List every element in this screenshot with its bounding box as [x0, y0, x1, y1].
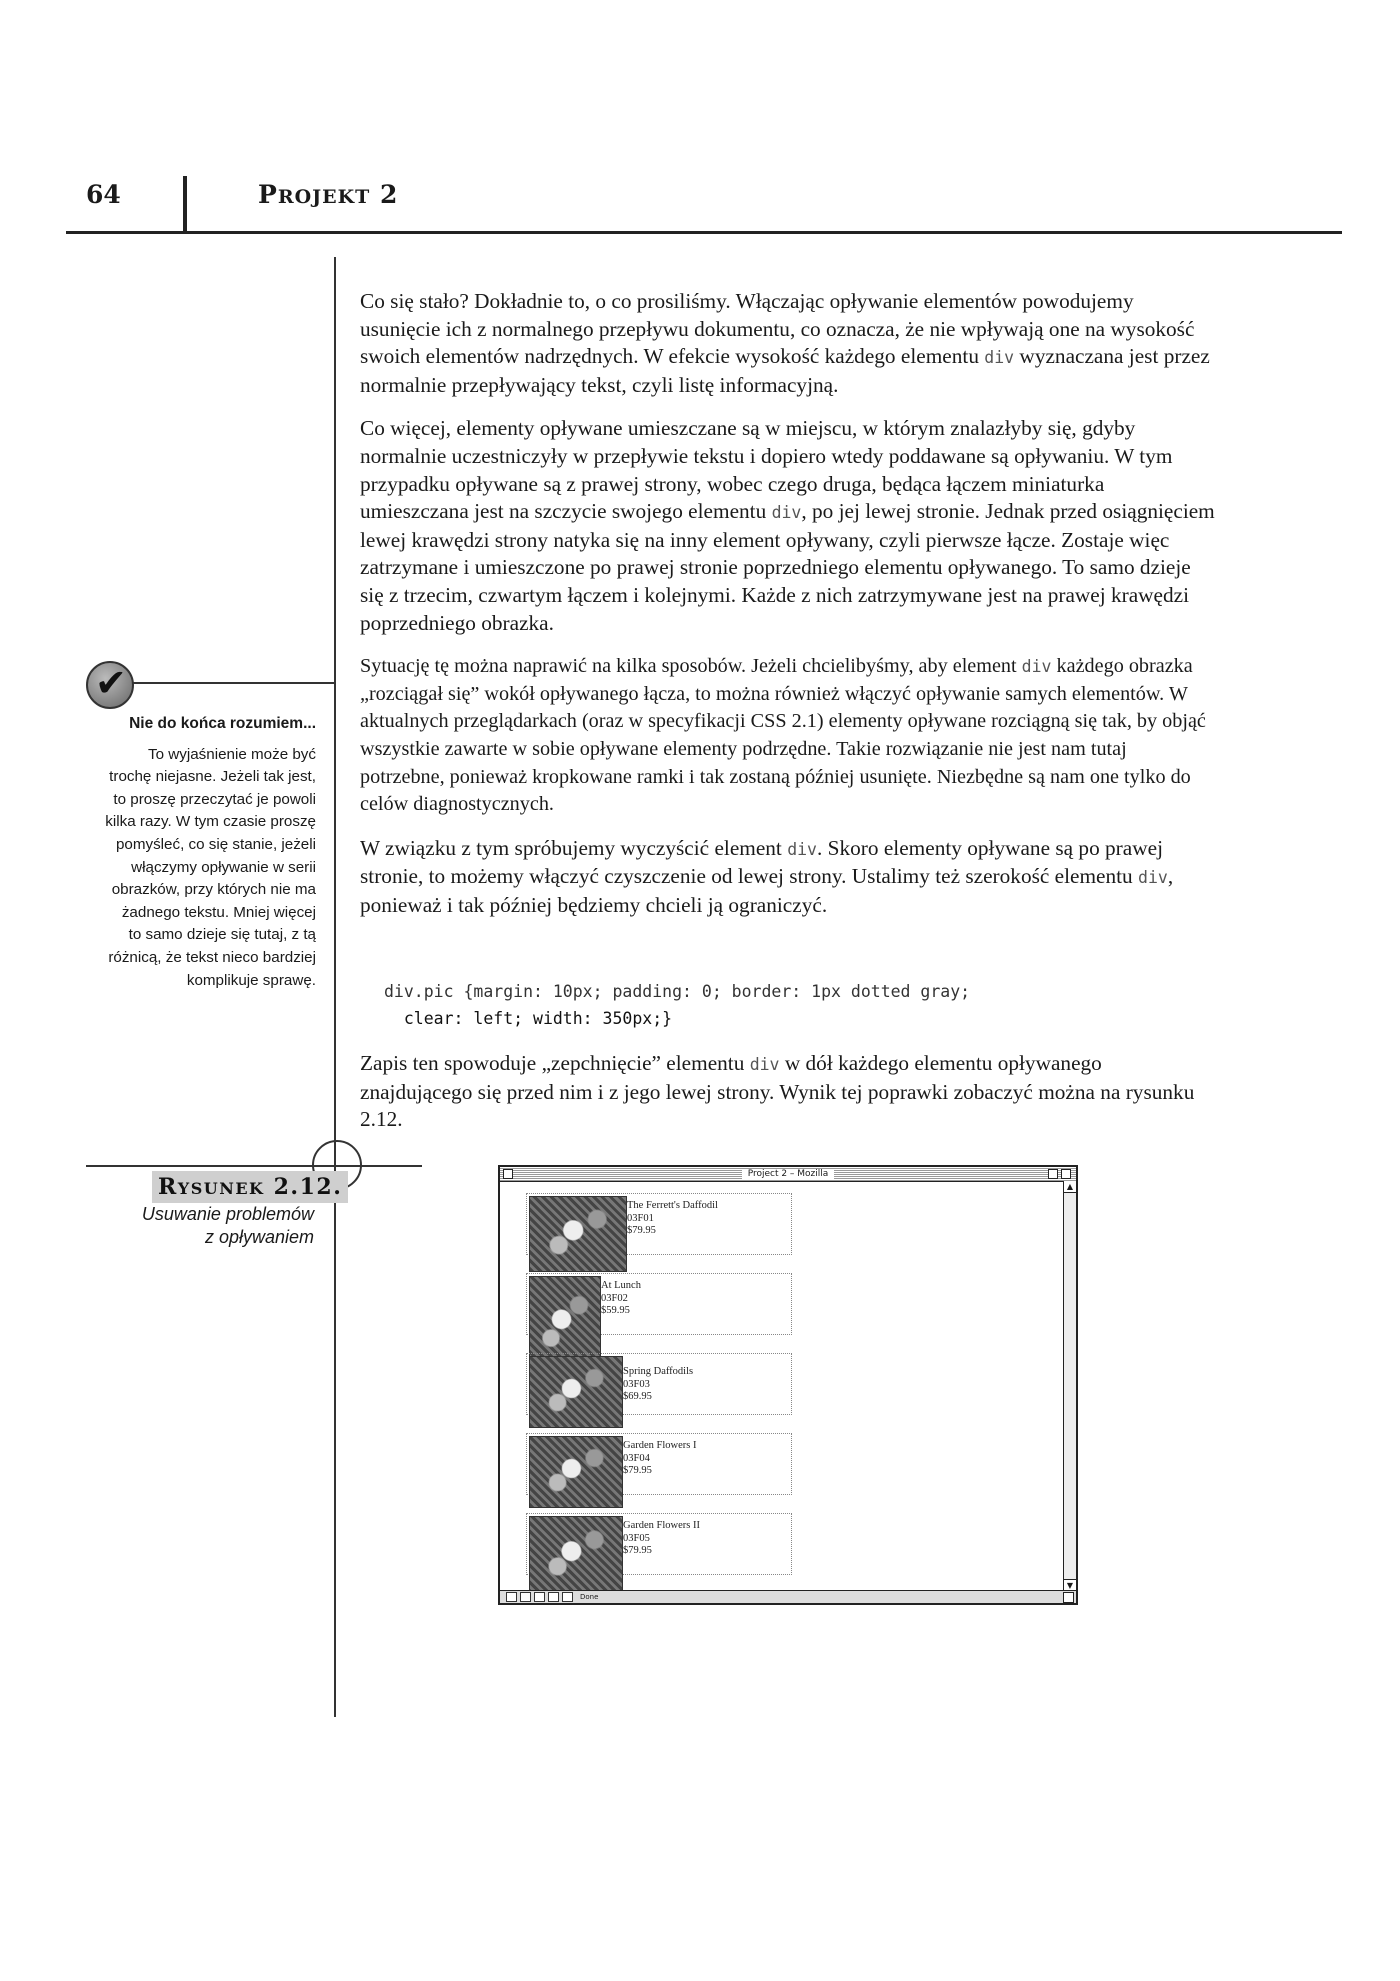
product-title: Garden Flowers I	[623, 1440, 697, 1451]
navigator-icon[interactable]	[506, 1592, 517, 1602]
note-line: to proszę przeczytać je powoli	[113, 790, 316, 808]
product-price: $79.95	[627, 1225, 656, 1236]
sidebar-note	[80, 713, 316, 992]
inline-code: div	[787, 839, 817, 859]
product-info	[623, 1440, 696, 1478]
text-run: Sytuację tę można naprawić na kilka sposobów. Jeżeli chcielibyśmy, aby element	[360, 655, 1022, 678]
inline-code: div	[1138, 868, 1168, 888]
product-price: $79.95	[623, 1465, 652, 1476]
status-text: Done	[580, 1593, 599, 1601]
product-code: 03F03	[623, 1378, 650, 1390]
column-divider	[334, 257, 336, 1717]
lock-icon	[562, 1592, 573, 1602]
product-price: $69.95	[623, 1391, 652, 1402]
caption-line: Usuwanie problemów	[141, 1204, 314, 1224]
text-run: w dół każdego elementu opływanego znajdującego się przed nim i z jego lewej strony. Wynik tej poprawki zobaczyć można na rysunku 2.12.	[360, 1051, 1195, 1132]
note-rule	[108, 682, 334, 684]
figure-label-rest: YSUNEK	[177, 1179, 265, 1198]
paragraph	[360, 288, 1216, 399]
product-code: 03F05	[623, 1532, 650, 1544]
text-run: Co więcej, elementy opływane umieszczane są w miejscu, w którym znalazłyby się, gdyby normalnie uczestniczyły w przepływie tekstu i dopiero wtedy poddawane są opływaniu. W tym przypadku opływane są z prawej strony, wobec czego druga, będąca łączem miniaturka umieszczana jest na szczycie swojego elementu	[360, 416, 1173, 524]
text-run: , ponieważ i tak później będziemy chcieli ją ograniczyć.	[360, 864, 1174, 917]
main-text	[360, 288, 1216, 935]
note-line: żadnego tekstu. Mniej więcej	[121, 903, 316, 921]
product-code: 03F02	[601, 1292, 628, 1304]
note-line: różnicą, że tekst nieco bardziej	[108, 948, 316, 966]
note-line: pomyśleć, co się stanie, jeżeli	[115, 835, 316, 853]
inline-code: div	[984, 348, 1015, 368]
product-price: $79.95	[623, 1545, 652, 1556]
code-line: div.pic {margin: 10px; padding: 0; border: 1px dotted gray;	[384, 982, 971, 1001]
header-divider-tick	[183, 176, 187, 234]
product-info	[627, 1200, 718, 1238]
product-title: The Ferrett's Daffodil	[627, 1200, 718, 1211]
product-item	[526, 1513, 792, 1575]
text-run: Zapis ten spowoduje „zepchnięcie” elementu	[360, 1051, 750, 1075]
product-thumbnail[interactable]	[529, 1436, 623, 1508]
text-run: W związku z tym spróbujemy wyczyścić element	[360, 835, 788, 860]
product-thumbnail[interactable]	[529, 1516, 623, 1594]
inline-code: div	[1021, 657, 1052, 677]
figure-label	[152, 1171, 348, 1203]
final-paragraph-wrap	[360, 1050, 1216, 1134]
product-info	[601, 1280, 641, 1318]
product-thumbnail[interactable]	[529, 1356, 623, 1428]
text-run: . Skoro elementy opływane są po prawej stronie, to możemy włączyć czyszczenie od lewej strony. Ustalimy też szerokość elementu	[360, 835, 1163, 889]
paragraph	[360, 835, 1216, 920]
product-code: 03F04	[623, 1452, 650, 1464]
product-thumbnail[interactable]	[529, 1196, 627, 1272]
running-title-number: 2	[380, 180, 399, 209]
code-line: clear: left; width: 350px;}	[384, 1009, 673, 1028]
product-price: $59.95	[601, 1305, 630, 1316]
text-run: każdego obrazka „rozciągał się” wokół opływanego łącza, to można również włączyć opływanie samych elementów. W aktualnych przeglądarkach (oraz w specyfikacji CSS 2.1) elementy opływane rozciągną się tak, by objąć wszystkie zawarte w sobie opływane elementy podrzędne. Takie rozwiązanie nie jest nam tutaj potrzebne, ponieważ kropkowane ramki i tak zostaną później usunięte. Niezbędne są nam one tylko do celów diagnostycznych.	[360, 655, 1206, 816]
note-line: To wyjaśnienie może być	[148, 745, 316, 763]
window-titlebar	[500, 1167, 1076, 1182]
product-title: Spring Daffodils	[623, 1366, 694, 1377]
checkmark-icon: ✔	[86, 661, 134, 709]
product-title: At Lunch	[601, 1280, 641, 1291]
collapse-box-icon[interactable]	[1061, 1169, 1071, 1179]
paragraph	[360, 653, 1216, 819]
composer-icon[interactable]	[534, 1592, 545, 1602]
zoom-box-icon[interactable]	[1048, 1169, 1058, 1179]
running-title	[258, 180, 398, 209]
code-block	[384, 978, 970, 1032]
page-number: 64	[86, 180, 121, 209]
status-icons	[506, 1592, 576, 1606]
inline-code: div	[749, 1055, 780, 1074]
scroll-down-arrow-icon[interactable]: ▼	[1064, 1579, 1076, 1591]
note-line: włączymy opływanie w serii	[131, 858, 316, 876]
paragraph	[360, 1050, 1216, 1134]
caption-line: z opływaniem	[204, 1227, 314, 1247]
scroll-up-arrow-icon[interactable]: ▲	[1064, 1181, 1076, 1193]
running-title-rest: ROJEKT	[277, 186, 371, 208]
note-line: trochę niejasne. Jeżeli tak jest,	[109, 768, 316, 786]
product-title: Garden Flowers II	[623, 1520, 700, 1531]
product-item	[526, 1433, 792, 1495]
product-code: 03F01	[627, 1212, 654, 1224]
paragraph	[360, 415, 1216, 637]
product-info	[623, 1520, 700, 1558]
inline-code: div	[771, 503, 802, 523]
figure-label-first: R	[158, 1174, 178, 1200]
figure-caption	[110, 1203, 314, 1249]
window-title: Project 2 – Mozilla	[742, 1169, 835, 1179]
note-line: to samo dzieje się tutaj, z tą	[128, 926, 316, 944]
header-rule	[66, 231, 1342, 234]
resize-grip-icon[interactable]	[1063, 1592, 1074, 1603]
browser-window-screenshot	[498, 1165, 1078, 1605]
text-run: Co się stało? Dokładnie to, o co prosiliśmy. Włączając opływanie elementów powodujemy usunięcie ich z normalnego przepływu dokumentu, co oznacza, że nie wpływają one na wysokość swoich elementów nadrzędnych. W efekcie wysokość każdego elementu	[360, 289, 1195, 369]
product-item	[526, 1273, 792, 1335]
note-line: komplikuje sprawę.	[186, 971, 316, 989]
product-item	[526, 1353, 792, 1415]
figure-label-number: 2.12.	[273, 1174, 343, 1200]
product-item	[526, 1193, 792, 1255]
addressbook-icon[interactable]	[548, 1592, 559, 1602]
mail-icon[interactable]	[520, 1592, 531, 1602]
text-run: , po jej lewej stronie. Jednak przed osiągnięciem lewej krawędzi strony natyka się na inny element opływany, czyli pierwsze łącze. Zostaje więc zatrzymane i umieszczone po prawej stronie poprzedniego elementu opływanego. To samo dzieje się z trzecim, czwartym łączem i kolejnymi. Każde z nich zatrzymywane jest na prawej krawędzi poprzedniego obrazka.	[360, 499, 1215, 635]
note-line: obrazków, przy których nie ma	[111, 881, 316, 899]
running-title-first-letter: P	[258, 180, 278, 209]
note-title: Nie do końca rozumiem...	[129, 715, 316, 732]
text-run: wyznaczana jest przez normalnie przepływający tekst, czyli listę informacyjną.	[360, 344, 1210, 397]
status-bar	[500, 1590, 1076, 1603]
figure-rule	[86, 1165, 422, 1167]
vertical-scrollbar[interactable]	[1063, 1181, 1076, 1591]
product-info	[623, 1366, 693, 1404]
note-line: kilka razy. W tym czasie proszę	[105, 813, 316, 831]
